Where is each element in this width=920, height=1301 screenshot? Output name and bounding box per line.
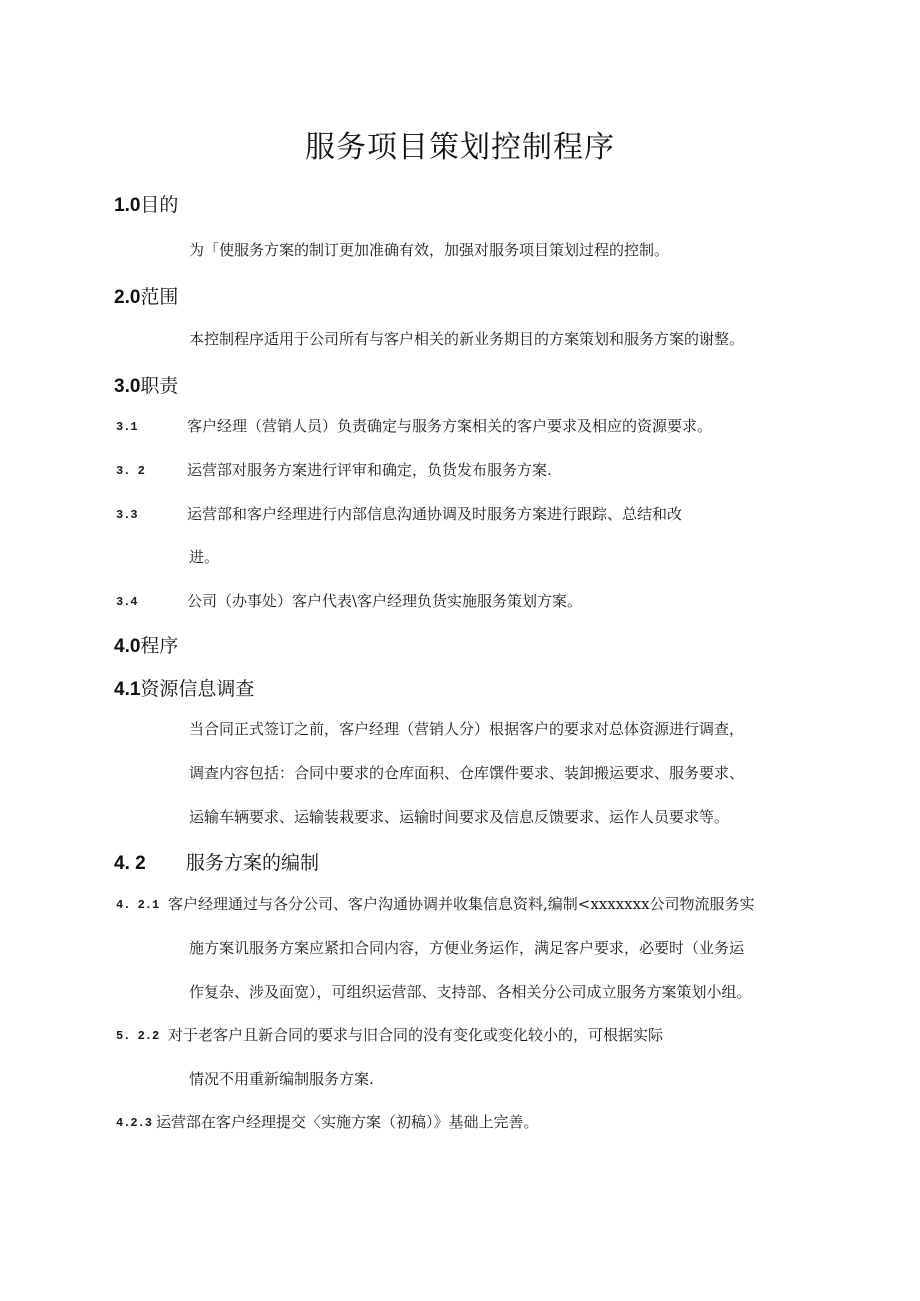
section-4-heading xyxy=(114,631,178,658)
item-3-1-number: 3.1 xyxy=(116,420,138,434)
item-3-3-text: 运营部和客户经理进行内部信息沟通协调及时服务方案进行跟踪、总结和改 xyxy=(187,505,683,523)
item-4-2-3-line-1: 运营部在客户经理提交〈实施方案（初稿）》基础上完善。 xyxy=(156,1113,539,1131)
page-title: 服务项目策划控制程序 xyxy=(305,130,615,165)
section-4-1-line-2: 调查内容包括：合同中要求的仓库面积、仓库馔件要求、装卸搬运要求、服务要求、 xyxy=(189,764,745,782)
section-2-body: 本控制程序适用于公司所有与客户相关的新业务期目的方案策划和服务方案的谢整。 xyxy=(189,330,745,348)
section-3-heading xyxy=(114,371,178,398)
section-4-1-line-1: 当合同正式签订之前，客户经理（营销人分）根据客户的要求对总体资源进行调查， xyxy=(189,720,745,738)
section-4-1-title: 资源信息调查 xyxy=(140,678,255,700)
item-3-2-number: 3. 2 xyxy=(116,464,145,478)
section-4-2-heading xyxy=(114,848,319,875)
item-4-2-1-number: 4. 2.1 xyxy=(116,898,160,912)
item-3-3-continuation: 进。 xyxy=(189,548,220,566)
section-1-heading xyxy=(114,190,178,217)
section-3-number: 3.0 xyxy=(114,376,141,397)
item-5-2-2-number: 5. 2.2 xyxy=(116,1029,160,1043)
item-3-4-number: 3.4 xyxy=(116,595,138,609)
section-1-title: 目的 xyxy=(140,194,179,216)
item-4-2-1-line-1: 客户经理通过与各分公司、客户沟通协调并收集信息资料,编制<xxxxxxx公司物流服务实 xyxy=(168,895,755,913)
section-4-number: 4.0 xyxy=(114,636,141,657)
item-3-2-text: 运营部对服务方案进行评审和确定，负货发布服务方案. xyxy=(187,461,552,479)
section-4-2-number: 4. 2 xyxy=(114,853,146,874)
section-4-title: 程序 xyxy=(140,635,179,657)
item-4-2-1-line-2: 施方案讥服务方案应紧扣合同内容，方便业务运作，满足客户要求，必要时（业务运 xyxy=(189,939,745,957)
section-2-number: 2.0 xyxy=(114,287,141,308)
item-4-2-1-line-3: 作复杂、涉及面宽），可组织运营部、支持部、各相关分公司成立服务方案策划小组。 xyxy=(189,983,752,1001)
section-4-2-title: 服务方案的编制 xyxy=(186,852,320,874)
item-4-2-3-number: 4.2.3 xyxy=(116,1116,153,1130)
item-5-2-2-line-2: 情况不用重新编制服务方案. xyxy=(189,1070,374,1088)
section-2-heading xyxy=(114,282,178,309)
section-4-1-number: 4.1 xyxy=(114,679,141,700)
item-3-4-text: 公司（办事处）客户代表\客户经理负货实施服务策划方案。 xyxy=(187,592,583,610)
section-4-1-heading xyxy=(114,674,254,701)
section-4-1-line-3: 运输车辆要求、运输装栽要求、运输时间要求及信息反馈要求、运作人员要求等。 xyxy=(189,808,730,826)
section-2-title: 范围 xyxy=(140,286,179,308)
section-1-number: 1.0 xyxy=(114,195,141,216)
item-3-1-text: 客户经理（营销人员）负责确定与服务方案相关的客户要求及相应的资源要求。 xyxy=(187,417,713,435)
section-1-body: 为「使服务方案的制订更加准确有效，加强对服务项目策划过程的控制。 xyxy=(189,241,670,259)
item-3-3-number: 3.3 xyxy=(116,508,138,522)
section-3-title: 职责 xyxy=(140,375,179,397)
item-5-2-2-line-1: 对于老客户且新合同的要求与旧合同的没有变化或变化较小的，可根据实际 xyxy=(168,1026,664,1044)
